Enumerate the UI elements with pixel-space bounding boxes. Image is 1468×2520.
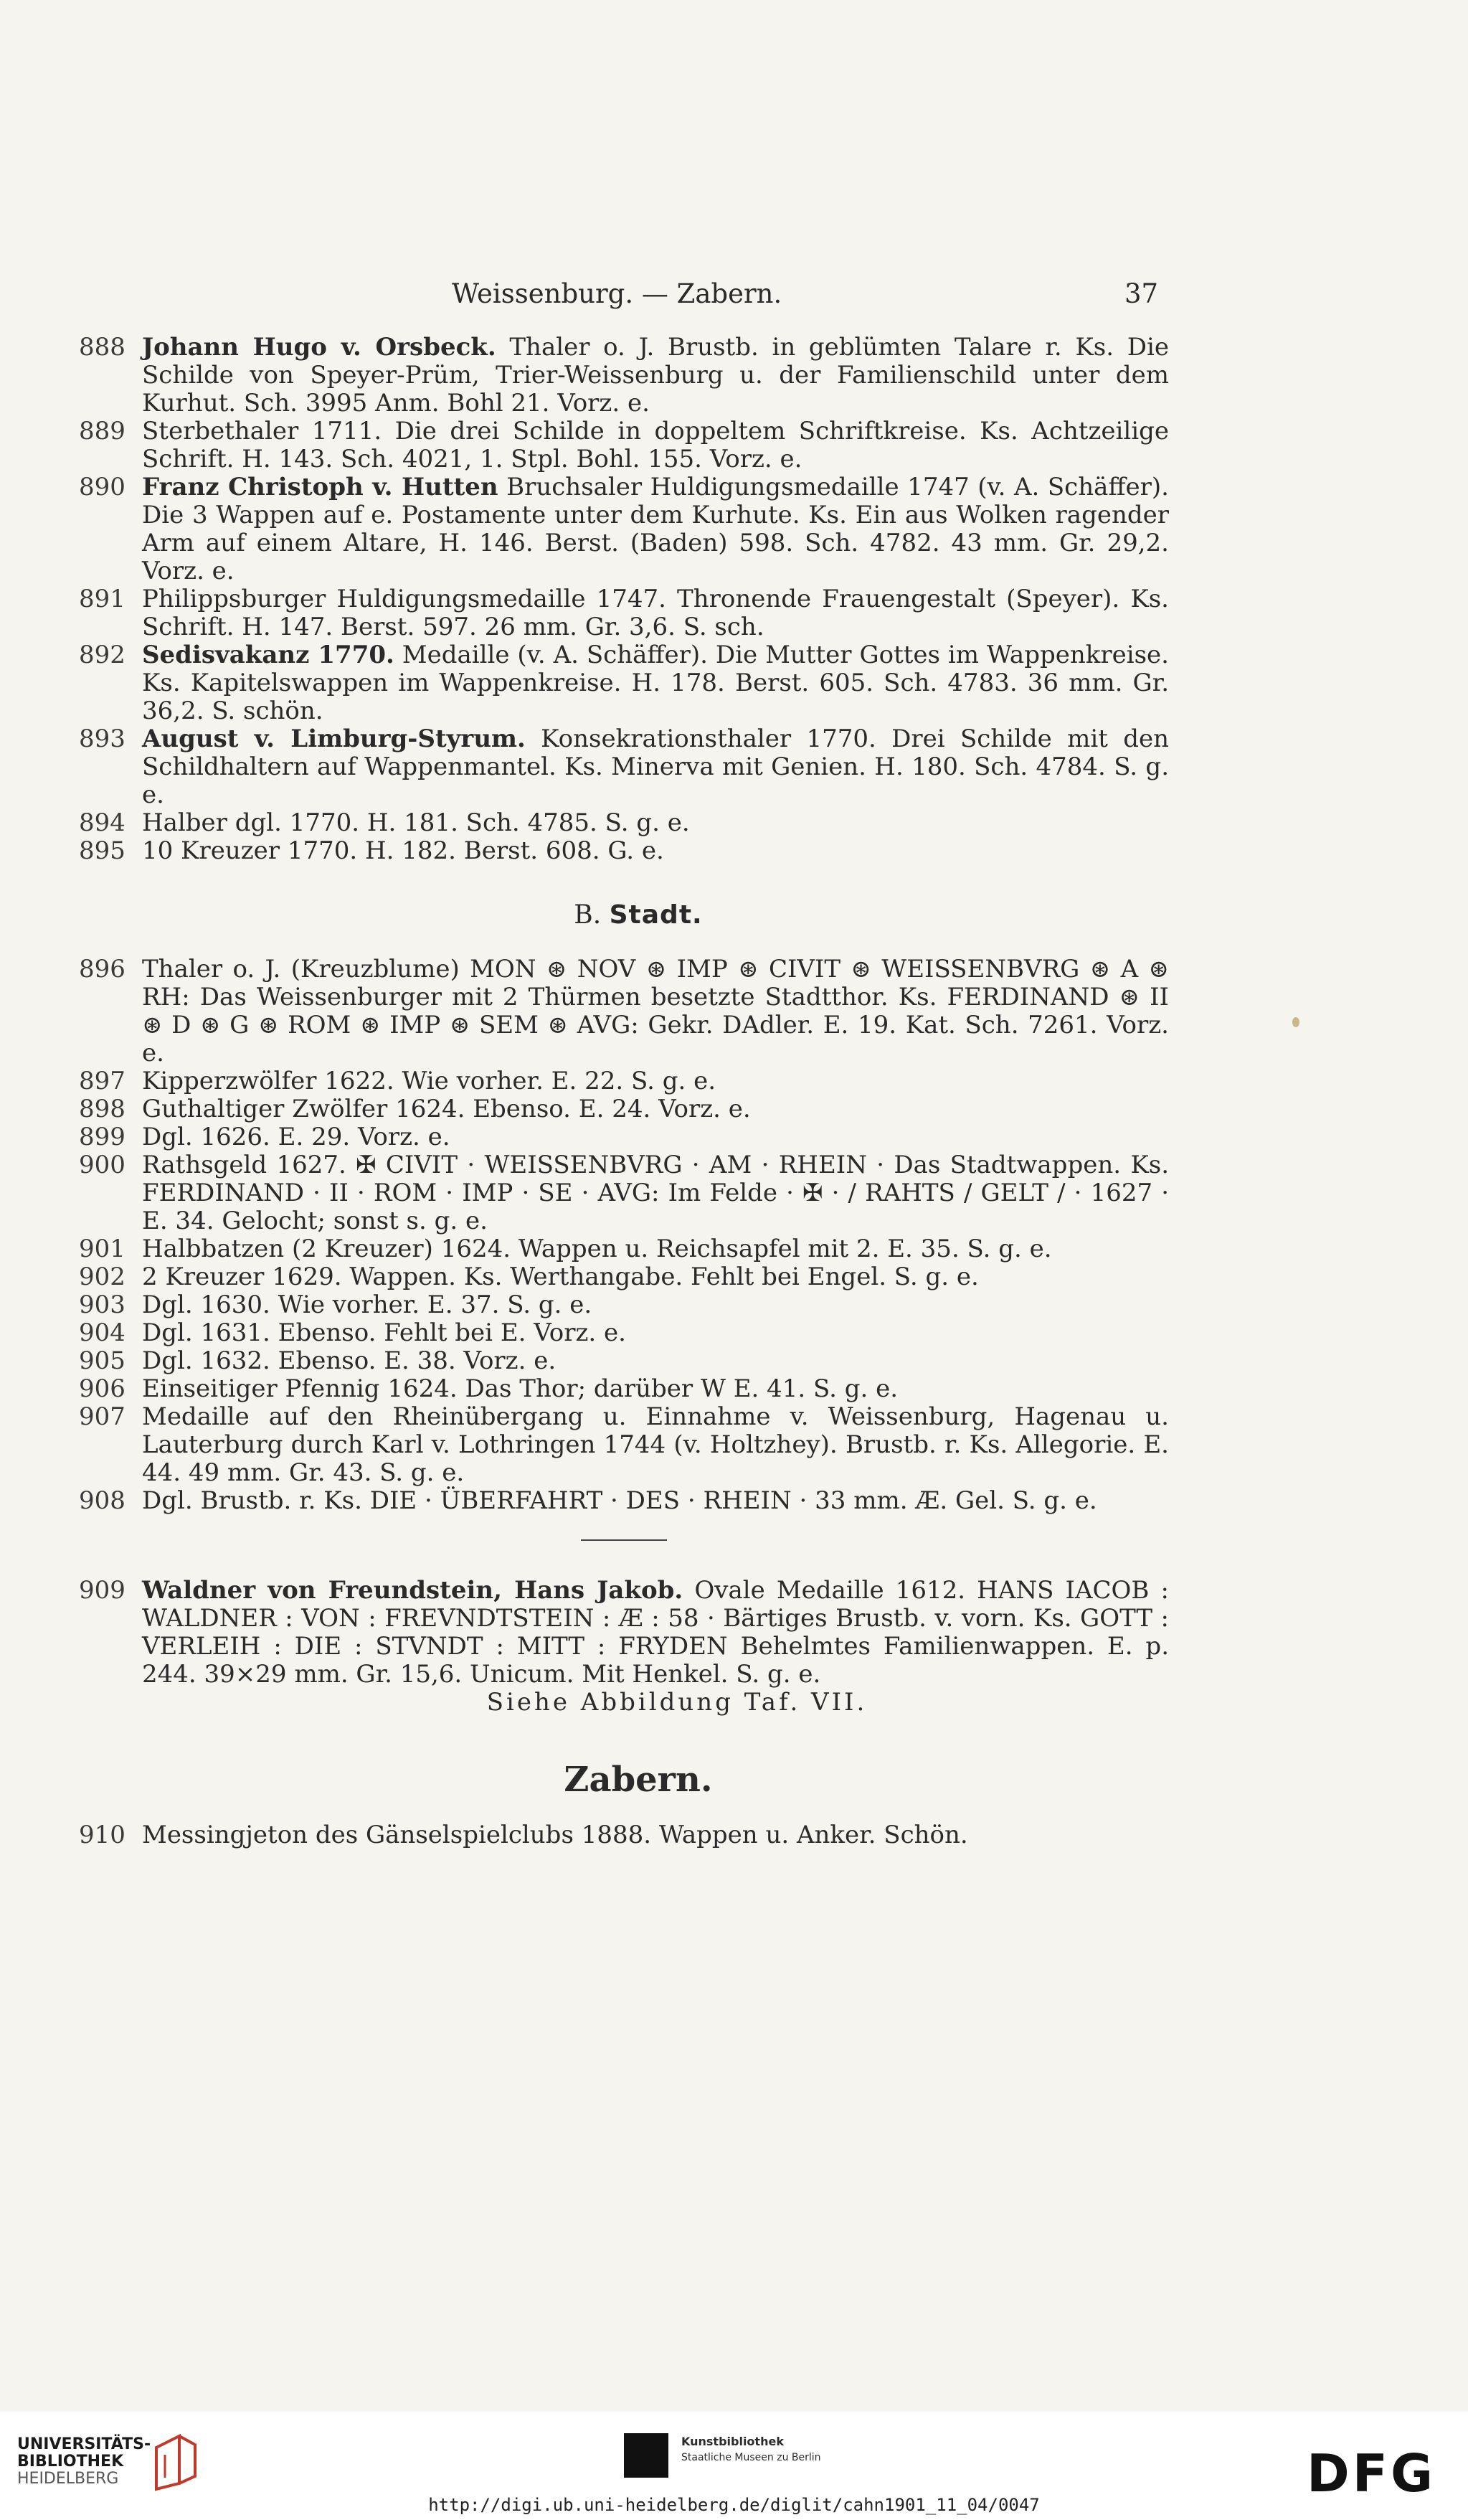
catalog-entry [79, 1577, 1169, 1717]
catalog-entry [79, 955, 1169, 1067]
kunstbibliothek-square-icon [624, 2433, 668, 2478]
entry-text: Dgl. 1632. Ebenso. E. 38. Vorz. e. [142, 1346, 557, 1375]
entry-number: 902 [79, 1263, 126, 1291]
entry-text: Medaille auf den Rheinübergang u. Einnahme v. Weissenburg, Hagenau u. Lauterburg durch Karl v. Lothringen 1744 (v. Holtzhey). Brustb. r. Ks. Allegorie. E. 44. 49 mm. Gr. 43. S. g. e. [142, 1402, 1169, 1487]
entry-number: 897 [79, 1067, 126, 1095]
header-title: Weissenburg. — Zabern. [452, 278, 782, 309]
entry-number: 898 [79, 1095, 126, 1123]
entry-text: Sterbethaler 1711. Die drei Schilde in doppeltem Schriftkreise. Ks. Achtzeilige Schrift. H. 143. Sch. 4021, 1. Stpl. Bohl. 155. Vorz. e. [142, 417, 1169, 473]
catalog-entry [79, 1821, 1169, 1849]
permalink-url[interactable]: http://digi.ub.uni-heidelberg.de/diglit/cahn1901_11_04/0047 [428, 2495, 1040, 2515]
page-number: 37 [1124, 278, 1159, 309]
catalog-entry [79, 473, 1169, 585]
entry-heading: Johann Hugo v. Orsbeck. [142, 333, 496, 362]
kb-line2: Staatliche Museen zu Berlin [681, 2452, 821, 2463]
entry-text: Messingjeton des Gänselspielclubs 1888. Wappen u. Anker. Schön. [142, 1821, 968, 1849]
entry-text: Dgl. 1630. Wie vorher. E. 37. S. g. e. [142, 1290, 592, 1319]
catalog-entry [79, 1123, 1169, 1151]
entry-number: 909 [79, 1576, 126, 1605]
entry-text: Dgl. Brustb. r. Ks. DIE · ÜBERFAHRT · DES · RHEIN · 33 mm. Æ. Gel. S. g. e. [142, 1486, 1097, 1515]
catalog-entry [79, 1403, 1169, 1487]
catalog-entry [79, 1487, 1169, 1515]
zabern-heading: Zabern. [564, 1760, 713, 1800]
catalog-entry [79, 1235, 1169, 1263]
catalog-entry [79, 1067, 1169, 1095]
entry-number: 889 [79, 417, 126, 445]
entry-text: 10 Kreuzer 1770. H. 182. Berst. 608. G. e. [142, 836, 664, 865]
entry-number: 900 [79, 1151, 126, 1179]
catalog-entry [79, 1347, 1169, 1375]
entry-number: 899 [79, 1123, 126, 1151]
section-divider [581, 1539, 667, 1541]
entry-number: 896 [79, 955, 126, 983]
entry-number: 908 [79, 1486, 126, 1515]
entry-text: Kipperzwölfer 1622. Wie vorher. E. 22. S. g. e. [142, 1067, 716, 1095]
entry-number: 888 [79, 333, 126, 362]
catalog-entry [79, 725, 1169, 809]
catalog-entry [79, 641, 1169, 725]
catalog-entry [79, 1263, 1169, 1291]
digitization-footer [0, 2412, 1468, 2520]
entry-heading: August v. Limburg-Styrum. [142, 725, 526, 753]
entry-number: 890 [79, 473, 126, 501]
entry-text: Dgl. 1631. Ebenso. Fehlt bei E. Vorz. e. [142, 1318, 626, 1347]
entry-heading: Waldner von Freundstein, Hans Jakob. [142, 1576, 683, 1605]
entry-text: Bruchsaler Huldigungsmedaille 1747 (v. A. Schäffer). Die 3 Wappen auf e. Postamente unter dem Kurhute. Ks. Ein aus Wolken ragender Arm auf einem Altare, H. 146. Berst. (Baden) 598. Sch. 4782. 43 mm. Gr. 29,2. Vorz. e. [142, 473, 1169, 585]
catalog-entry [79, 417, 1169, 473]
plate-reference: Siehe Abbildung Taf. VII. [486, 1688, 868, 1717]
paper-spot [1292, 1017, 1299, 1027]
catalog-entry [79, 585, 1169, 641]
entry-text: Thaler o. J. Brustb. in geblümten Talare r. Ks. Die Schilde von Speyer-Prüm, Trier-Weissenburg u. der Familienschild unter dem Kurhut. Sch. 3995 Anm. Bohl 21. Vorz. e. [142, 333, 1169, 417]
section-heading-stadt [79, 901, 1169, 930]
catalog-entry [79, 837, 1169, 865]
entry-heading: Sedisvakanz 1770. [142, 641, 394, 669]
entry-heading: Franz Christoph v. Hutten [142, 473, 498, 501]
entry-text: Thaler o. J. (Kreuzblume) MON ⊛ NOV ⊛ IMP ⊛ CIVIT ⊛ WEISSENBVRG ⊛ A ⊛ RH: Das Weissenburger mit 2 Thürmen besetzte Stadtthor. Ks. FERDINAND ⊛ II ⊛ D ⊛ G ⊛ ROM ⊛ IMP ⊛ SEM ⊛ AVG: Gekr. DAdler. E. 19. Kat. Sch. 7261. Vorz. e. [142, 955, 1169, 1067]
entry-text: Halbbatzen (2 Kreuzer) 1624. Wappen u. Reichsapfel mit 2. E. 35. S. g. e. [142, 1235, 1052, 1263]
uni-logo-line3: HEIDELBERG [17, 2470, 119, 2488]
entry-number: 895 [79, 836, 126, 865]
uni-logo-line2: BIBLIOTHEK [17, 2453, 124, 2471]
entry-number: 907 [79, 1402, 126, 1431]
entry-number: 910 [79, 1821, 126, 1849]
entry-number: 894 [79, 808, 126, 837]
entry-text: 2 Kreuzer 1629. Wappen. Ks. Werthangabe. Fehlt bei Engel. S. g. e. [142, 1263, 979, 1291]
entry-text: Einseitiger Pfennig 1624. Das Thor; darüber W E. 41. S. g. e. [142, 1374, 899, 1403]
entry-text: Halber dgl. 1770. H. 181. Sch. 4785. S. g. e. [142, 808, 690, 837]
entry-text: Philippsburger Huldigungsmedaille 1747. Thronende Frauengestalt (Speyer). Ks. Schrift. H. 147. Berst. 597. 26 mm. Gr. 3,6. S. sch. [142, 585, 1169, 641]
entry-text: Dgl. 1626. E. 29. Vorz. e. [142, 1123, 450, 1151]
catalog-entry [79, 1151, 1169, 1235]
dfg-logo[interactable]: DFG [1307, 2443, 1436, 2504]
entry-number: 901 [79, 1235, 126, 1263]
catalog-entry [79, 1095, 1169, 1123]
uni-heidelberg-mark-icon [151, 2433, 201, 2492]
entry-number: 903 [79, 1290, 126, 1319]
catalog-entry [79, 1291, 1169, 1319]
catalog-entry [79, 1375, 1169, 1403]
entry-number: 904 [79, 1318, 126, 1347]
entry-number: 906 [79, 1374, 126, 1403]
entry-number: 892 [79, 641, 126, 669]
entry-text: Ovale Medaille 1612. HANS IACOB : WALDNER : VON : FREVNDTSTEIN : Æ : 58 · Bärtiges Brustb. v. vorn. Ks. GOTT : VERLEIH : DIE : STVNDT : MITT : FRYDEN Behelmtes Familienwappen. E. p. 244. 39×29 mm. Gr. 15,6. Unicum. Mit Henkel. S. g. e. [142, 1576, 1169, 1689]
entry-text: Guthaltiger Zwölfer 1624. Ebenso. E. 24. Vorz. e. [142, 1095, 751, 1123]
uni-heidelberg-logo[interactable] [17, 2436, 151, 2488]
kb-line1: Kunstbibliothek [681, 2435, 784, 2448]
entry-number: 905 [79, 1346, 126, 1375]
entry-text: Konsekrationsthaler 1770. Drei Schilde mit den Schildhaltern auf Wappenmantel. Ks. Minerva mit Genien. H. 180. Sch. 4784. S. g. e. [142, 725, 1169, 809]
entry-text: Rathsgeld 1627. ✠ CIVIT · WEISSENBVRG · AM · RHEIN · Das Stadtwappen. Ks. FERDINAND · II · ROM · IMP · SE · AVG: Im Felde · ✠ · / RAHTS / GELT / · 1627 · E. 34. Gelocht; sonst s. g. e. [142, 1151, 1169, 1235]
entry-number: 893 [79, 725, 126, 753]
catalog-entry [79, 809, 1169, 837]
section-label: Stadt. [609, 900, 703, 930]
catalog-entry [79, 1319, 1169, 1347]
running-header [0, 278, 1468, 314]
entry-text: Medaille (v. A. Schäffer). Die Mutter Gottes im Wappenkreise. Ks. Kapitelswappen im Wappenkreise. H. 178. Berst. 605. Sch. 4783. 36 mm. Gr. 36,2. S. schön. [142, 641, 1169, 725]
catalog-body [79, 334, 1169, 1849]
entry-number: 891 [79, 585, 126, 613]
uni-logo-line1: UNIVERSITÄTS- [17, 2435, 151, 2453]
catalog-entry [79, 334, 1169, 417]
section-prefix: B. [574, 900, 602, 930]
